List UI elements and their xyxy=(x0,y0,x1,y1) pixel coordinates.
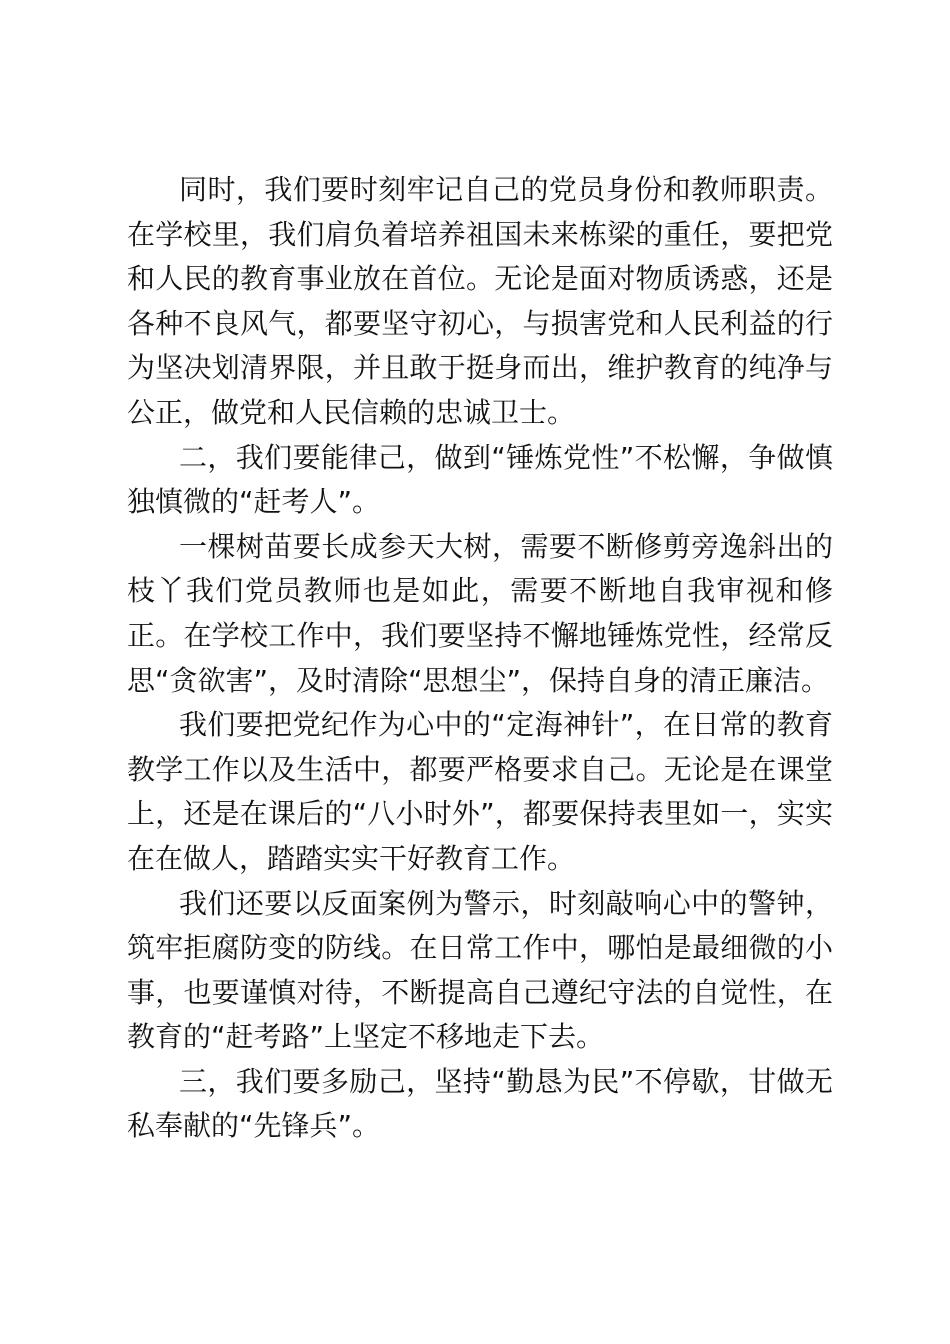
paragraph-warning-cases: 我们还要以反面案例为警示，时刻敲响心中的警钟，筑牢拒腐防变的防线。在日常工作中，哪怕是最细微的小事，也要谨慎对待，不断提高自己遵纪守法的自觉性，在教育的“赶考路”上坚定不移地走下去。 xyxy=(127,886,833,1054)
heading-point-three: 三，我们要多励己，坚持“勤恳为民”不停歇，甘做无私奉献的“先锋兵”。 xyxy=(127,1064,833,1143)
heading-point-two: 二，我们要能律己，做到“锤炼党性”不松懈，争做慎独慎微的“赶考人”。 xyxy=(127,440,833,519)
paragraph-tree-analogy: 一棵树苗要长成参天大树，需要不断修剪旁逸斜出的枝丫我们党员教师也是如此，需要不断地自我审视和修正。在学校工作中，我们要坚持不懈地锤炼党性，经常反思“贪欲害”，及时清除“思想尘”，保持自身的清正廉洁。 xyxy=(127,529,833,697)
document-body xyxy=(127,168,833,1149)
paragraph-party-identity: 同时，我们要时刻牢记自己的党员身份和教师职责。在学校里，我们肩负着培养祖国未来栋梁的重任，要把党和人民的教育事业放在首位。无论是面对物质诱惑，还是各种不良风气，都要坚守初心，与损害党和人民利益的行为坚决划清界限，并且敢于挺身而出，维护教育的纯净与公正，做党和人民信赖的忠诚卫士。 xyxy=(127,173,833,429)
paragraph-party-discipline: 我们要把党纪作为心中的“定海神针”，在日常的教育教学工作以及生活中，都要严格要求自己。无论是在课堂上，还是在课后的“八小时外”，都要保持表里如一，实实在在做人，踏踏实实干好教育工作。 xyxy=(127,708,833,875)
